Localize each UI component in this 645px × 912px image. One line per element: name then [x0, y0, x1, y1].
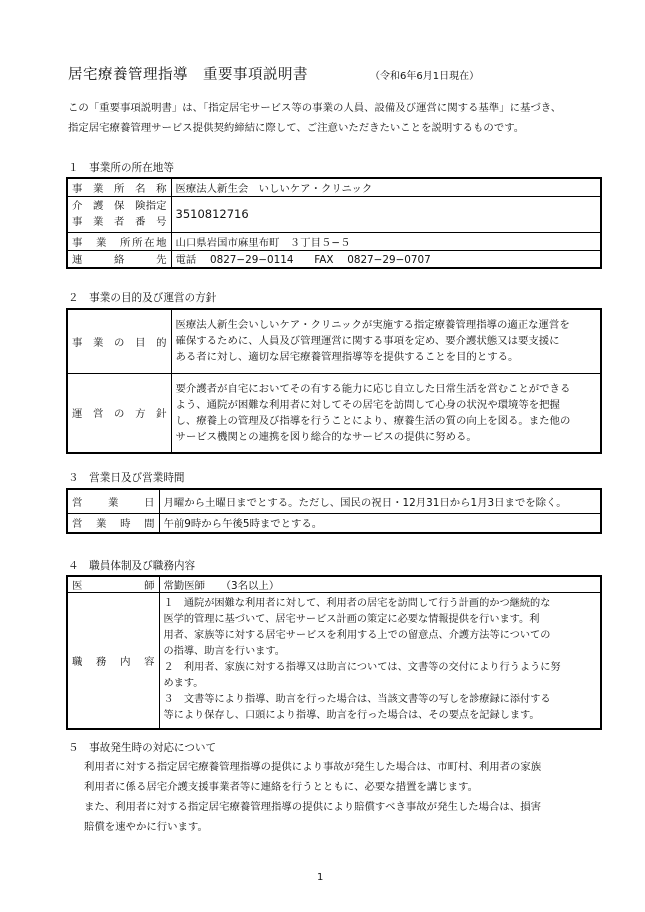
table-row: [67, 250, 601, 268]
table-row: [67, 513, 601, 533]
purpose-label: 事 業 の 目 的: [67, 309, 171, 373]
business-days-value: 月曜から土曜日までとする。ただし、国民の祝日・12月31日から1月3日までを除く。: [159, 489, 601, 513]
intro-line: この「重要事項説明書」は、「指定居宅サービス等の事業の人員、設備及び運営に関する基準」に基づき、: [68, 102, 562, 114]
business-hours-table: [66, 488, 602, 534]
provider-number-value: 3510812716: [171, 196, 601, 232]
table-row: [67, 576, 601, 593]
business-days-label: 営 業 日: [67, 489, 159, 513]
section4-heading: ４ 職員体制及び職務内容: [68, 560, 196, 572]
document-date: （令和6年6月1日現在）: [370, 71, 480, 82]
table-row: [67, 309, 601, 373]
contact-label: 連 絡 先: [67, 250, 171, 268]
section2-heading: ２ 事業の目的及び運営の方針: [68, 292, 217, 304]
staff-table: [66, 575, 602, 730]
doctor-value: 常勤医師 （3名以上）: [159, 576, 601, 593]
duty-label: 職 務 内 容: [67, 593, 159, 729]
page-number: 1: [317, 872, 324, 883]
accident-line: 利用者に係る居宅介護支援事業者等に連絡を行うとともに、必要な措置を講じます。: [84, 781, 479, 793]
contact-value: 電話 0827−29−0114 FAX 0827−29−0707: [171, 250, 601, 268]
table-row: [67, 373, 601, 453]
section5-heading: ５ 事故発生時の対応について: [68, 742, 217, 754]
provider-number-label-2: 事 業 者 番 号: [72, 216, 167, 228]
accident-line: 利用者に対する指定居宅療養管理指導の提供により事故が発生した場合は、市町村、利用者の家族: [84, 761, 542, 773]
policy-value: 要介護者が自宅においてその有する能力に応じ自立した日常生活を営むことができる よう、通院が困難な利用者に対してその居宅を訪問して心身の状況や環境等を把握 し、療養上の管理及び指導を行うことにより、療養生活の質の向上を図る。また他の サービス機関との連携を図り総合的なサービスの提供に努める。: [171, 373, 601, 453]
accident-line: また、利用者に対する指定居宅療養管理指導の提供により賠償すべき事故が発生した場合は、損害: [84, 801, 541, 813]
section3-heading: ３ 営業日及び営業時間: [68, 472, 185, 484]
table-row: [67, 196, 601, 232]
accident-paragraph: [84, 757, 614, 837]
address-value: 山口県岩国市麻里布町 ３丁目５−５: [171, 232, 601, 250]
purpose-value: 医療法人新生会いしいケア・クリニックが実施する指定療養管理指導の適正な運営を 確保するために、人員及び管理運営に関する事項を定め、要介護状態又は要支援に ある者に対し、適切な居宅療養管理指導等を提供することを目的とする。: [171, 309, 601, 373]
office-info-table: [66, 177, 602, 269]
table-row: [67, 232, 601, 250]
provider-number-label: 介 護 保 険指定: [72, 200, 167, 212]
document-title: 居宅療養管理指導 重要事項説明書: [68, 67, 308, 83]
address-label: 事 業 所所在地: [67, 232, 171, 250]
table-row: [67, 593, 601, 729]
table-row: [67, 489, 601, 513]
business-hours-value: 午前9時から午後5時までとする。: [159, 513, 601, 533]
office-name-value: 医療法人新生会 いしいケア・クリニック: [171, 178, 601, 196]
policy-label: 運 営 の 方 針: [67, 373, 171, 453]
accident-line: 賠償を速やかに行います。: [84, 821, 208, 833]
business-hours-label: 営 業 時 間: [67, 513, 159, 533]
purpose-policy-table: [66, 308, 602, 454]
doctor-label: 医 師: [67, 576, 159, 593]
office-name-label: 事 業 所 名 称: [67, 178, 171, 196]
intro-paragraph: [68, 98, 608, 138]
intro-line: 指定居宅療養管理サービス提供契約締結に際して、ご注意いただきたいことを説明するものです。: [68, 122, 525, 134]
table-row: [67, 178, 601, 196]
duty-value: １ 通院が困難な利用者に対して、利用者の居宅を訪問して行う計画的かつ継続的な 医学的管理に基づいて、居宅サービス計画の策定に必要な情報提供を行います。利 用者、家族等に対する居宅サービスを利用する上での留意点、介護方法等についての の指導、助言を行います。 ２ 利用者、家族に対する指導又は助言については、文書等の交付により行うように努 めます。 ３ 文書等により指導、助言を行った場合は、当該文書等の写しを診療録に添付する 等により保存し、口頭により指導、助言を行った場合は、その要点を記録します。: [159, 593, 601, 729]
section1-heading: １ 事業所の所在地等: [68, 162, 174, 174]
